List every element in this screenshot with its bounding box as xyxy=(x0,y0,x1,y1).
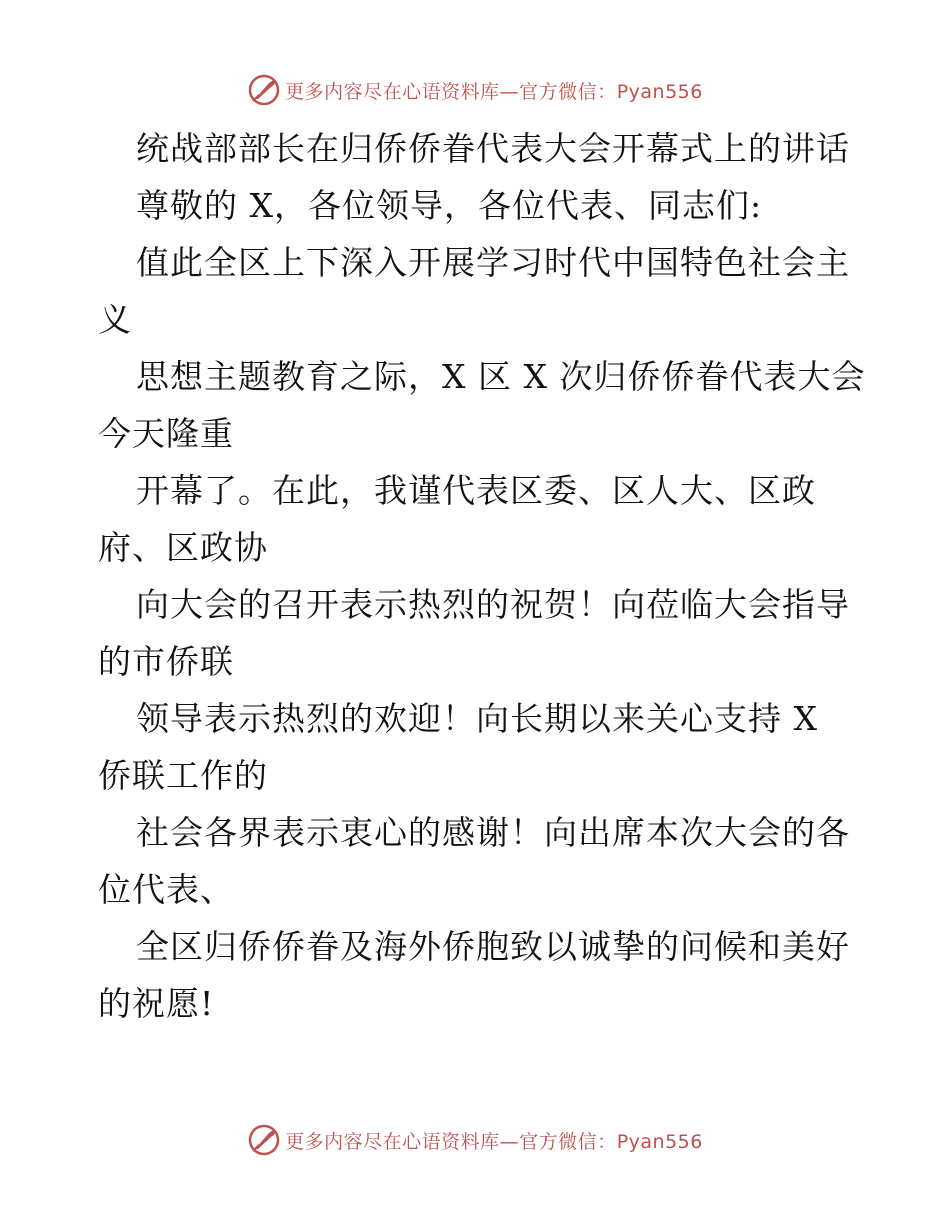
paragraph-line: 今天隆重 xyxy=(98,414,234,453)
header-wechat-id: Pyan556 xyxy=(616,80,703,103)
paragraph-line: 领导表示热烈的欢迎！向长期以来关心支持 X xyxy=(136,699,818,738)
paragraph-line: 位代表、 xyxy=(98,870,234,909)
footer-banner-text xyxy=(285,1127,703,1154)
header-banner-text xyxy=(285,77,703,104)
paragraph-line: 侨联工作的 xyxy=(98,756,268,795)
paragraph-line: 的祝愿! xyxy=(98,984,215,1023)
document-body xyxy=(98,120,866,1032)
header-site-text: 更多内容尽在心语资料库 xyxy=(285,80,500,103)
paragraph-line: 开幕了。在此，我谨代表区委、区人大、区政 xyxy=(136,471,816,510)
footer-site-text: 更多内容尽在心语资料库 xyxy=(285,1130,500,1153)
paragraph-line: 全区归侨侨眷及海外侨胞致以诚挚的问候和美好 xyxy=(136,927,850,966)
quill-pen-logo-icon xyxy=(247,73,281,107)
header-banner xyxy=(0,70,950,110)
paragraph-line: 思想主题教育之际，X 区 X 次归侨侨眷代表大会 xyxy=(136,357,866,396)
document-title: 统战部部长在归侨侨眷代表大会开幕式上的讲话 xyxy=(136,129,850,168)
footer-banner xyxy=(0,1120,950,1160)
salutation-line: 尊敬的 X，各位领导，各位代表、同志们: xyxy=(136,186,763,225)
header-wechat-label: 官方微信： xyxy=(519,80,617,103)
paragraph-line: 府、区政协 xyxy=(98,528,268,567)
paragraph-line: 义 xyxy=(98,300,132,339)
paragraph-line: 的市侨联 xyxy=(98,642,234,681)
paragraph-line: 社会各界表示衷心的感谢！向出席本次大会的各 xyxy=(136,813,850,852)
quill-pen-logo-icon xyxy=(247,1123,281,1157)
paragraph-line: 向大会的召开表示热烈的祝贺！向莅临大会指导 xyxy=(136,585,850,624)
footer-wechat-id: Pyan556 xyxy=(616,1130,703,1153)
footer-wechat-label: 官方微信： xyxy=(519,1130,617,1153)
header-separator: — xyxy=(499,80,520,103)
paragraph-line: 值此全区上下深入开展学习时代中国特色社会主 xyxy=(136,243,850,282)
footer-separator: — xyxy=(499,1130,520,1153)
